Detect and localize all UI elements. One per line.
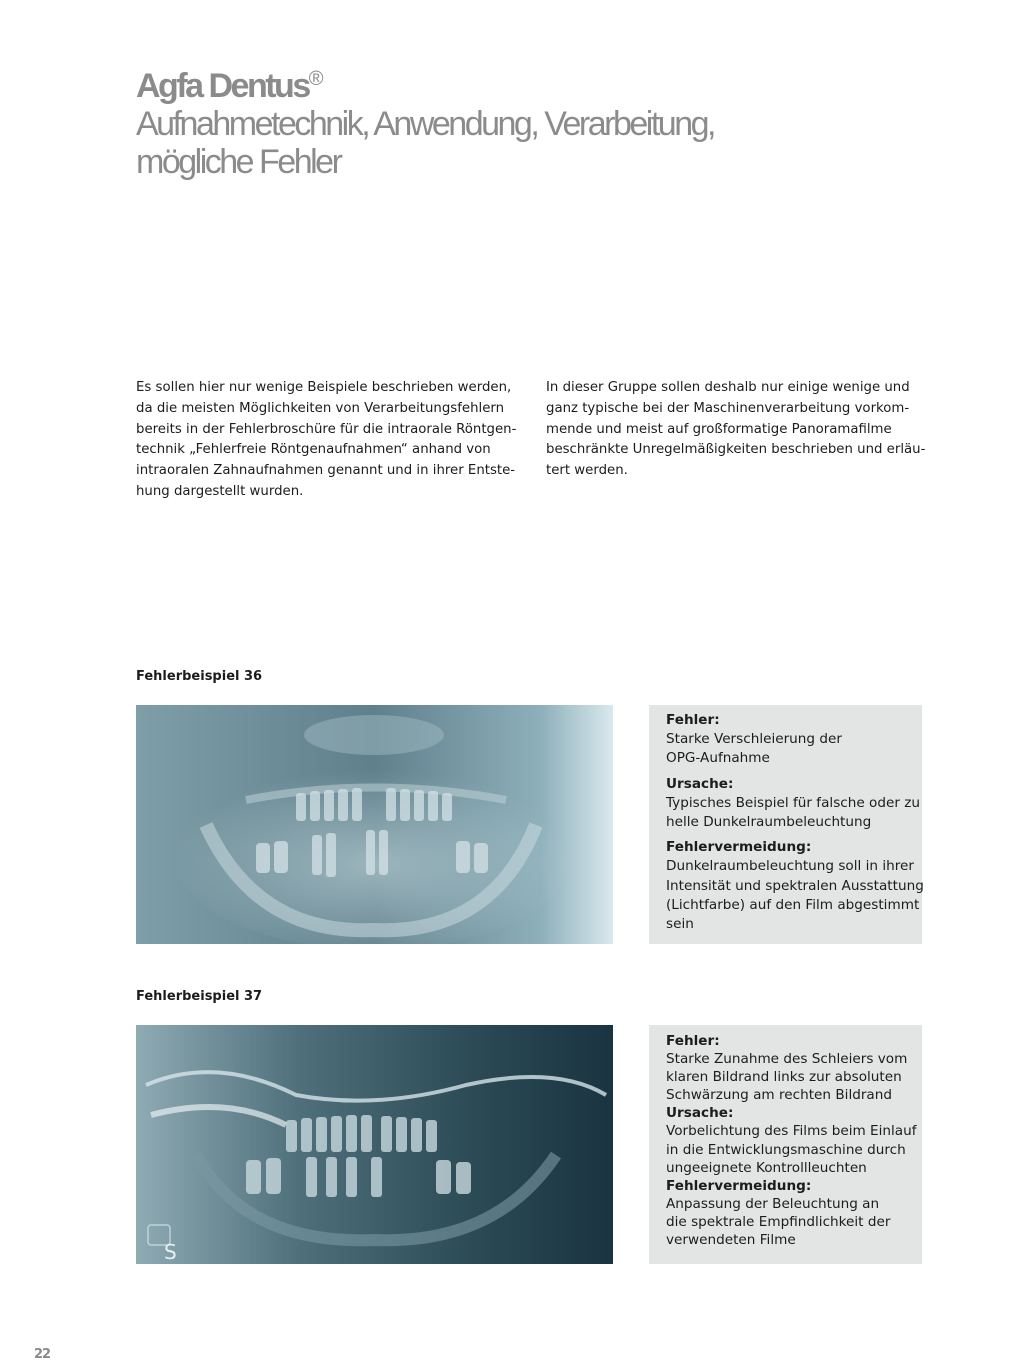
text-line: tert werden. xyxy=(546,463,628,479)
text-line: In dieser Gruppe sollen deshalb nur einige wenige und xyxy=(546,380,910,395)
text-line: die spektrale Empfindlichkeit der xyxy=(666,1213,891,1230)
ursache-heading: Ursache: xyxy=(666,1105,734,1122)
text-line: helle Dunkelraumbeleuchtung xyxy=(666,814,872,831)
text-line: ungeeignete Kontrollleuchten xyxy=(666,1159,867,1176)
text-line: OPG-Aufnahme xyxy=(666,750,770,767)
page-number: 22 xyxy=(34,1347,51,1362)
text-line: (Lichtfarbe) auf den Film abgestimmt xyxy=(666,896,920,913)
registered-mark: ® xyxy=(308,68,324,90)
text-line: Starke Zunahme des Schleiers vom xyxy=(666,1051,908,1068)
text-line: ganz typische bei der Maschinenverarbeitung vorkom- xyxy=(546,400,910,416)
xray-image-36 xyxy=(136,705,613,944)
fehler-heading: Fehler: xyxy=(666,712,720,728)
intro-right-column xyxy=(546,378,926,482)
text-line: Dunkelraumbeleuchtung soll in ihrer xyxy=(666,858,914,875)
text-line: in die Entwicklungsmaschine durch xyxy=(666,1141,906,1158)
text-line: Vorbelichtung des Films beim Einlauf xyxy=(666,1123,917,1140)
image-marker: S xyxy=(164,1240,177,1264)
text-line: bereits in der Fehlerbroschüre für die intraorale Röntgen- xyxy=(136,421,517,437)
info-box-37 xyxy=(649,1025,922,1264)
text-line: Typisches Beispiel für falsche oder zu xyxy=(666,794,921,811)
example-37-label: Fehlerbeispiel 37 xyxy=(136,989,263,1004)
text-line: mende und meist auf großformatige Panoramafilme xyxy=(546,421,892,437)
text-line: Anpassung der Beleuchtung an xyxy=(666,1195,880,1212)
brand-title: Agfa Dentus® xyxy=(136,67,324,105)
text-line: verwendeten Filme xyxy=(666,1232,796,1249)
text-line: technik „Fehlerfreie Röntgenaufnahmen“ anhand von xyxy=(136,442,491,458)
title-block xyxy=(136,60,896,181)
vermeidung-heading: Fehlervermeidung: xyxy=(666,1177,812,1194)
text-line: da die meisten Möglichkeiten von Verarbeitungsfehlern xyxy=(136,400,505,416)
text-line: Intensität und spektralen Ausstattung xyxy=(666,877,924,894)
text-line: sein xyxy=(666,916,694,933)
text-line: Starke Verschleierung der xyxy=(666,731,842,748)
page-subtitle xyxy=(136,105,896,181)
fehler-heading: Fehler: xyxy=(666,1033,720,1049)
info-box-36 xyxy=(649,705,922,944)
intro-left-column xyxy=(136,378,516,503)
text-line: intraoralen Zahnaufnahmen genannt und in ihrer Entste- xyxy=(136,463,516,479)
xray-image-37 xyxy=(136,1025,613,1264)
vermeidung-heading: Fehlervermeidung: xyxy=(666,839,812,856)
panoramic-xray-prefogged xyxy=(136,1025,613,1264)
text-line: hung dargestellt wurden. xyxy=(136,483,304,499)
text-line: beschränkte Unregelmäßigkeiten beschrieben und erläu- xyxy=(546,442,926,458)
subtitle-line: mögliche Fehler xyxy=(136,143,341,181)
example-36-label: Fehlerbeispiel 36 xyxy=(136,669,263,684)
text-line: Es sollen hier nur wenige Beispiele beschrieben werden, xyxy=(136,380,512,395)
text-line: klaren Bildrand links zur absoluten xyxy=(666,1069,902,1086)
ursache-heading: Ursache: xyxy=(666,775,734,792)
text-line: Schwärzung am rechten Bildrand xyxy=(666,1087,893,1104)
subtitle-line: Aufnahmetechnik, Anwendung, Verarbeitung, xyxy=(136,105,714,143)
panoramic-xray-fogged xyxy=(136,705,613,944)
